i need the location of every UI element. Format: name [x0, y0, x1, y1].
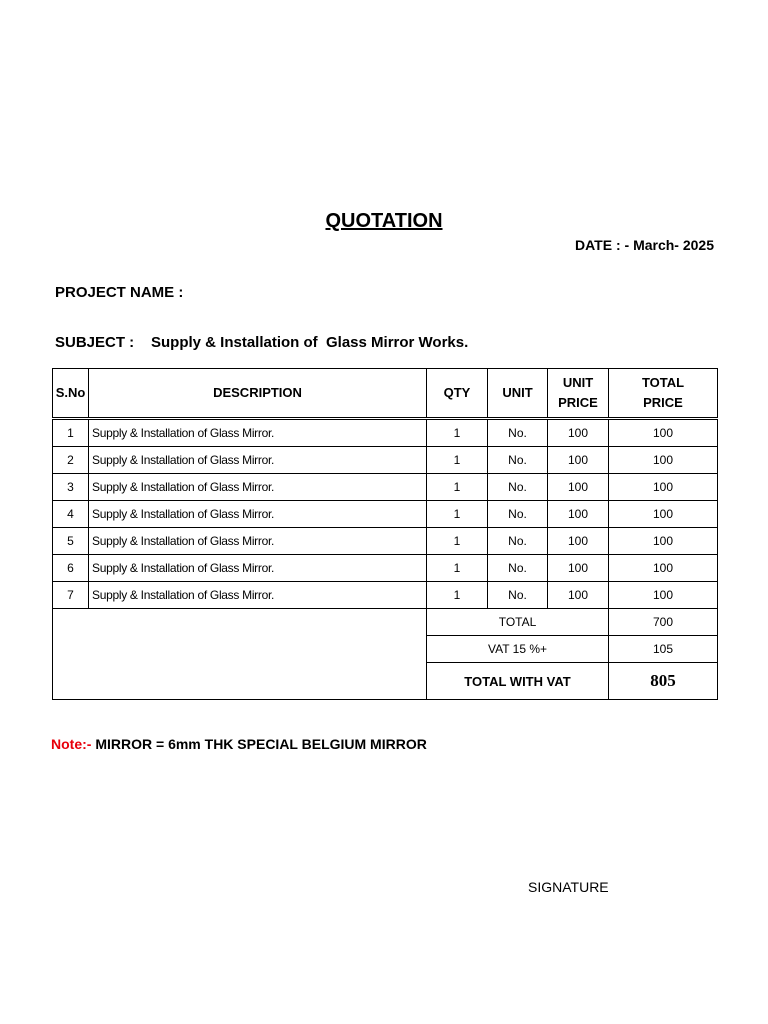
cell-sno: 7 — [53, 582, 89, 609]
table-row — [53, 447, 718, 474]
cell-unit: No. — [488, 555, 548, 582]
cell-sno: 3 — [53, 474, 89, 501]
cell-sno: 6 — [53, 555, 89, 582]
cell-qty: 1 — [427, 419, 488, 447]
cell-description: Supply & Installation of Glass Mirror. — [89, 555, 427, 582]
cell-total-price: 100 — [609, 501, 718, 528]
cell-sno: 2 — [53, 447, 89, 474]
header-description: DESCRIPTION — [89, 369, 427, 419]
cell-sno: 1 — [53, 419, 89, 447]
cell-description: Supply & Installation of Glass Mirror. — [89, 582, 427, 609]
document-title: QUOTATION — [325, 210, 443, 232]
table-row — [53, 419, 718, 447]
cell-unit-price: 100 — [548, 501, 609, 528]
cell-unit: No. — [488, 474, 548, 501]
grand-total-label: TOTAL WITH VAT — [427, 663, 609, 700]
header-qty: QTY — [427, 369, 488, 419]
date-line: DATE : - March- 2025 — [575, 237, 714, 253]
header-unit: UNIT — [488, 369, 548, 419]
vat-value: 105 — [609, 636, 718, 663]
cell-total-price: 100 — [609, 419, 718, 447]
cell-qty: 1 — [427, 447, 488, 474]
note-text: MIRROR = 6mm THK SPECIAL BELGIUM MIRROR — [91, 736, 427, 752]
total-value: 700 — [609, 609, 718, 636]
cell-unit: No. — [488, 528, 548, 555]
cell-sno: 5 — [53, 528, 89, 555]
cell-description: Supply & Installation of Glass Mirror. — [89, 419, 427, 447]
signature-label: SIGNATURE — [528, 879, 609, 895]
subject-line — [55, 334, 468, 351]
cell-total-price: 100 — [609, 474, 718, 501]
table-row — [53, 528, 718, 555]
table-row — [53, 582, 718, 609]
table-header-row — [53, 369, 718, 419]
subject-label: SUBJECT : — [55, 334, 135, 351]
cell-unit-price: 100 — [548, 474, 609, 501]
note-line — [51, 736, 427, 752]
note-separator: - — [86, 736, 92, 752]
cell-description: Supply & Installation of Glass Mirror. — [89, 474, 427, 501]
cell-qty: 1 — [427, 555, 488, 582]
cell-qty: 1 — [427, 474, 488, 501]
cell-qty: 1 — [427, 501, 488, 528]
note-label: Note: — [51, 736, 87, 752]
subject-value: Supply & Installation of Glass Mirror Works. — [151, 334, 469, 351]
cell-unit: No. — [488, 501, 548, 528]
summary-total-row — [53, 609, 718, 636]
vat-label: VAT 15 %+ — [427, 636, 609, 663]
table-row — [53, 501, 718, 528]
table-row — [53, 474, 718, 501]
header-total-price: TOTAL PRICE — [609, 369, 718, 419]
cell-description: Supply & Installation of Glass Mirror. — [89, 501, 427, 528]
cell-unit-price: 100 — [548, 419, 609, 447]
cell-qty: 1 — [427, 528, 488, 555]
cell-description: Supply & Installation of Glass Mirror. — [89, 447, 427, 474]
grand-total-value: 805 — [609, 663, 718, 700]
cell-total-price: 100 — [609, 555, 718, 582]
cell-unit-price: 100 — [548, 555, 609, 582]
cell-unit: No. — [488, 419, 548, 447]
quotation-table — [52, 368, 718, 700]
header-sno: S.No — [53, 369, 89, 419]
cell-description: Supply & Installation of Glass Mirror. — [89, 528, 427, 555]
cell-unit-price: 100 — [548, 582, 609, 609]
table-row — [53, 555, 718, 582]
cell-unit-price: 100 — [548, 447, 609, 474]
header-unit-price: UNIT PRICE — [548, 369, 609, 419]
cell-sno: 4 — [53, 501, 89, 528]
cell-qty: 1 — [427, 582, 488, 609]
cell-total-price: 100 — [609, 582, 718, 609]
cell-total-price: 100 — [609, 528, 718, 555]
total-label: TOTAL — [427, 609, 609, 636]
cell-unit-price: 100 — [548, 528, 609, 555]
summary-blank-area — [53, 609, 427, 700]
project-name-label: PROJECT NAME : — [55, 284, 184, 301]
cell-total-price: 100 — [609, 447, 718, 474]
cell-unit: No. — [488, 447, 548, 474]
cell-unit: No. — [488, 582, 548, 609]
